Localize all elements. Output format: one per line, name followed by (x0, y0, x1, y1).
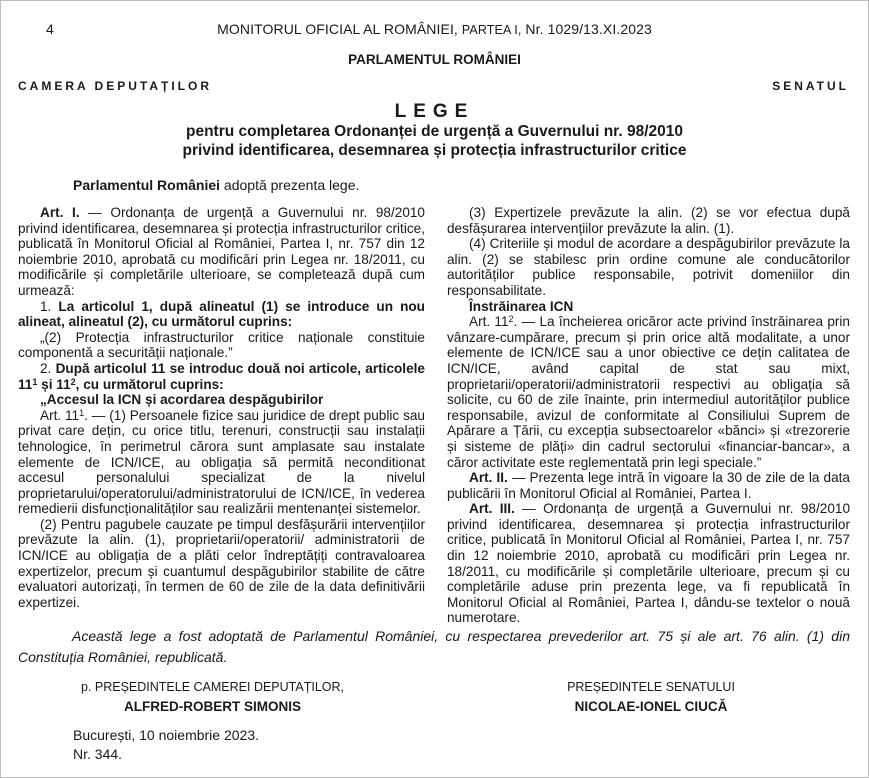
article-11-1-sup: 1 (79, 407, 85, 418)
page-number: 4 (46, 21, 54, 37)
item-2-sup-2: 2 (70, 376, 76, 387)
article-3-label: Art. III. (469, 501, 515, 517)
article-11-2-text: . — La încheierea oricăror acte privind înstrăinarea prin vânzare-cumpărare, precum și prin orice altă modalitate, a unor elemente de ICN/ICE sau a unor obiective ce dețin calitatea de ICN/ICE, având capital de stat sau mixt, proprietarii/operatorii/administratorii respectivi au obligația să solicite, cu 60 de zile înainte, prin intermediul autorităților publice responsabile, avizul de conformitate al Consiliului Suprem de Apărare a Țării, cu excepția subsectoarelor «bănci» și «trezorerie și sisteme de plăți» din cadrul sectorului «financiar-bancar», a căror activitate este reglementată prin legi speciale.” (447, 314, 850, 470)
item-1-quote: „(2) Protecția infrastructurilor critice naționale constituie componentă a securității naționale.” (18, 329, 425, 361)
article-1 (18, 205, 425, 299)
article-1-text: — Ordonanța de urgență a Guvernului nr. 98/2010 privind identificarea, desemnarea și protecția infrastructurilor critice, publicată în Monitorul Oficial al României, Partea I, nr. 757 din 12 noiembrie 2010, aprobată cu modificări prin Legea nr. 18/2011, cu modificările și completările ulterioare, se completează după cum urmează: (18, 205, 425, 298)
article-11-1-paragraph-4: (4) Criteriile și modul de acordare a despăgubirilor prevăzute la alin. (2) se stabilesc prin ordine comune ale conducătorilor autorităților publice responsabile, potrivit domeniilor din responsabilitate. (447, 236, 850, 298)
journal-part: PARTEA I, (461, 23, 522, 37)
journal-issue: Nr. 1029/13.XI.2023 (525, 21, 652, 37)
article-1-label: Art. I. (40, 205, 80, 220)
section-heading-alienation: Înstrăinarea ICN (469, 298, 574, 314)
adoption-note (18, 626, 850, 668)
article-11-2-label: Art. 11 (469, 314, 509, 330)
item-2-sup-1: 1 (32, 376, 38, 387)
article-11-1-paragraph-2: (2) Pentru pagubele cauzate pe timpul desfășurării intervențiilor prevăzute la alin. (1), proprietarii/operatorii/ administratorii de ICN/ICE au obligația de a plăti celor îndreptățiți contravaloarea expertizelor, precum și cuantumul despăgubirilor stabilite de către evaluatori autorizați, în termen de 60 de zile de la data definitivării expertizei. (18, 516, 425, 610)
journal-name: MONITORUL OFICIAL AL ROMÂNIEI, (217, 21, 458, 37)
right-column (447, 205, 850, 626)
adoption-note-text: Această lege a fost adoptată de Parlamentul României, cu respectarea prevederilor art. 75 și ale art. 76 alin. (1) din Constituția României, republicată. (18, 628, 850, 665)
article-11-1 (18, 408, 425, 517)
left-signatory-name: ALFRED-ROBERT SIMONIS (124, 699, 301, 714)
right-signatory-name: NICOLAE-IONEL CIUCĂ (574, 699, 728, 714)
left-column (18, 205, 425, 610)
article-11-2 (447, 314, 850, 470)
senate-label: SENATUL (772, 79, 849, 93)
item-1-number: 1. (40, 298, 52, 314)
amendment-item-1 (18, 299, 425, 330)
law-title-line-1: pentru completarea Ordonanței de urgență a Guvernului nr. 98/2010 (186, 123, 683, 140)
item-2-instruction (18, 361, 425, 392)
article-3 (447, 501, 850, 626)
article-11-2-sup: 2 (508, 314, 514, 325)
place-date: București, 10 noiembrie 2023. (73, 727, 259, 743)
left-signatory-title: p. PREȘEDINTELE CAMEREI DEPUTAȚILOR, (80, 680, 345, 694)
item-2-number: 2. (40, 360, 52, 376)
article-2-text: — Prezenta lege intră în vigoare la 30 de zile de la data publicării în Monitorul Oficial al României, Partea I. (447, 470, 850, 501)
article-2 (447, 470, 850, 501)
item-2-text-b: și 11 (37, 376, 71, 392)
item-2-text-c: , cu următorul cuprins: (75, 376, 224, 392)
running-header (0, 21, 869, 37)
article-11-1-text: . — (1) Persoanele fizice sau juridice de drept public sau privat care dețin, cu orice titlu, terenuri, construcții sau instalații tehnologice, în perimetrul cărora sunt amplasate sau instalate elemente de ICN/ICE, au obligația să permită neconditionat accesul personalului specializat de la nivelul proprietarului/operatorului/administratorului de ICN/ICE, în vederea remedierii disfuncționalităților sau realizării mentenanței sistemelor. (18, 407, 425, 517)
right-signatory-title: PREȘEDINTELE SENATULUI (567, 680, 735, 694)
article-2-label: Art. II. (469, 470, 508, 486)
parliament-heading: PARLAMENTUL ROMÂNIEI (348, 52, 521, 67)
law-number: Nr. 344. (73, 746, 123, 762)
article-11-1-paragraph-3: (3) Expertizele prevăzute la alin. (2) se vor efectua după desfășurarea intervențiilor prevăzute la alin. (1). (447, 205, 850, 236)
preamble (73, 177, 359, 193)
preamble-subject: Parlamentul României (73, 177, 221, 193)
amendment-item-2 (18, 361, 425, 392)
article-3-text: — Ordonanța de urgență a Guvernului nr. 98/2010 privind identificarea, desemnarea și protecția infrastructurilor critice, publicată în Monitorul Oficial al României, Partea I, nr. 757 din 12 noiembrie 2010, aprobată cu modificări prin Legea nr. 18/2011, cu modificările și completările ulterioare, precum și cu completările aduse prin prezenta lege, va fi republicată în Monitorul Oficial al României, Partea I, dându-se textelor o nouă numerotare. (447, 501, 850, 626)
preamble-rest: adoptă prezenta lege. (220, 177, 360, 193)
law-heading: LEGE (394, 101, 475, 122)
section-heading-compensation: „Accesul la ICN și acordarea despăgubirilor (40, 392, 324, 408)
law-title-line-2: privind identificarea, desemnarea și protecția infrastructurilor critice (182, 142, 687, 159)
item-2-text-a: După articolul 11 se introduc două noi articole, articolele 11 (18, 360, 425, 392)
chamber-deputies-label: CAMERA DEPUTAȚILOR (18, 79, 212, 93)
item-1-instruction: La articolul 1, după alineatul (1) se introduce un nou alineat, alineatul (2), cu următorul cuprins: (18, 298, 425, 330)
article-11-1-label: Art. 11 (40, 407, 80, 423)
